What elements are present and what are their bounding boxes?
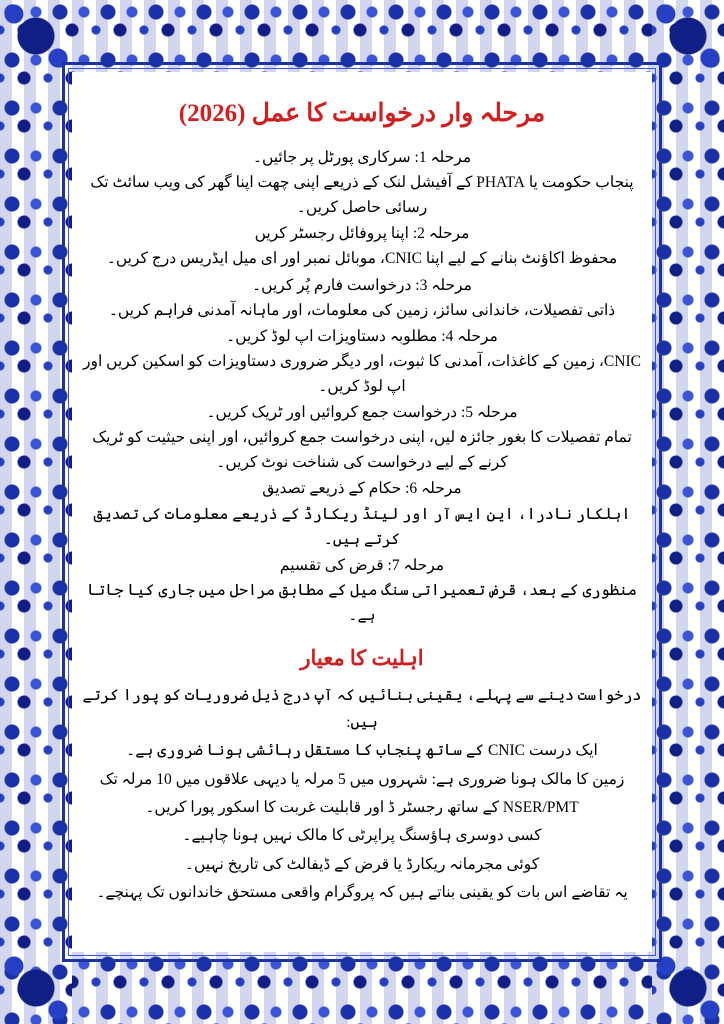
border-corner-top-left <box>4 4 68 68</box>
border-band-right <box>652 0 724 1024</box>
eligibility-item-6: یہ تقاضے اس بات کو یقینی بناتے ہیں کہ پروگرام واقعی مستحق خاندانوں تک پہنچے۔ <box>96 883 628 901</box>
eligibility-item-5: کوئی مجرمانہ ریکارڈ یا قرض کے ڈیفالٹ کی تاریخ نہیں۔ <box>184 855 540 873</box>
step-7-body: منظوری کے بعد، قرض تعمیراتی سنگ میل کے مطابق مراحل میں جاری کیا جاتا ہے۔ <box>87 581 637 624</box>
eligibility-item-2: زمین کا مالک ہونا ضروری ہے: شہروں میں 5 مرلہ یا دیہی علاقوں میں 10 مرلہ تک <box>99 770 625 788</box>
step-6-body: اہلکار نادرا، این ایس آر اور لینڈ ریکارڈ کے ذریعے معلومات کی تصدیق کرتے ہیں۔ <box>93 505 631 548</box>
border-corner-bottom-left <box>4 956 68 1020</box>
page-title: مرحلہ وار درخواست کا عمل (2026) <box>178 100 546 127</box>
eligibility-item-3: NSER/PMT کے ساتھ رجسٹر ڈ اور قابلیت غربت کا اسکور پورا کریں۔ <box>145 798 579 816</box>
step-5-heading: مرحلہ 5: درخواست جمع کروائیں اور ٹریک کریں۔ <box>206 404 518 422</box>
step-4-heading: مرحلہ 4: مطلوبہ دستاویزات اپ لوڈ کریں۔ <box>226 327 498 345</box>
border-band-left <box>0 0 72 1024</box>
border-band-bottom <box>0 952 724 1024</box>
step-3-heading: مرحلہ 3: درخواست فارم پُر کریں۔ <box>252 276 472 294</box>
steps-section <box>82 145 642 628</box>
step-2-body: محفوظ اکاؤنٹ بنانے کے لیے اپنا CNIC، موبائل نمبر اور ای میل ایڈریس درج کریں۔ <box>106 250 618 268</box>
border-band-top <box>0 0 724 72</box>
border-corner-top-right <box>656 4 720 68</box>
step-6-heading: مرحلہ 6: حکام کے ذریعے تصدیق <box>262 480 462 498</box>
border-corner-bottom-right <box>656 956 720 1020</box>
eligibility-intro: درخواست دینے سے پہلے، یقینی بنائیں کہ آپ درج ذیل ضروریات کو پورا کرتے ہیں: <box>82 687 642 731</box>
step-3-body: ذاتی تفصیلات، خاندانی سائز، زمین کی معلومات، اور ماہانہ آمدنی فراہم کریں۔ <box>108 301 616 319</box>
document-content <box>82 80 642 944</box>
eligibility-item-4: کسی دوسری ہاؤسنگ پراپرٹی کا مالک نہیں ہونا چاہیے۔ <box>182 827 542 845</box>
eligibility-section <box>82 644 642 906</box>
step-5-body: تمام تفصیلات کا بغور جائزہ لیں، اپنی درخواست جمع کروائیں، اور اپنی حیثیت کو ٹریک کرنے کے لیے درخواست کی شناخت نوٹ کریں۔ <box>92 429 632 472</box>
step-7-heading: مرحلہ 7: قرض کی تقسیم <box>279 556 445 574</box>
step-2-heading: مرحلہ 2: اپنا پروفائل رجسٹر کریں <box>254 225 470 243</box>
step-1-heading: مرحلہ 1: سرکاری پورٹل پر جائیں۔ <box>252 149 472 166</box>
step-1-body: پنجاب حکومت یا PHATA کے آفیشل لنک کے ذریعے اپنی چھت اپنا گھر کی ویب سائٹ تک رسائی حاصل کریں۔ <box>90 174 634 217</box>
step-4-body: CNIC، زمین کے کاغذات، آمدنی کا ثبوت، اور دیگر ضروری دستاویزات کو اسکین کریں اور اپ لوڈ کریں۔ <box>83 352 641 395</box>
eligibility-title: اہلیت کا معیار <box>300 646 424 671</box>
eligibility-item-1: ایک درست CNIC کے ساتھ پنجاب کا مستقل رہائشی ہونا ضروری ہے۔ <box>126 742 598 760</box>
